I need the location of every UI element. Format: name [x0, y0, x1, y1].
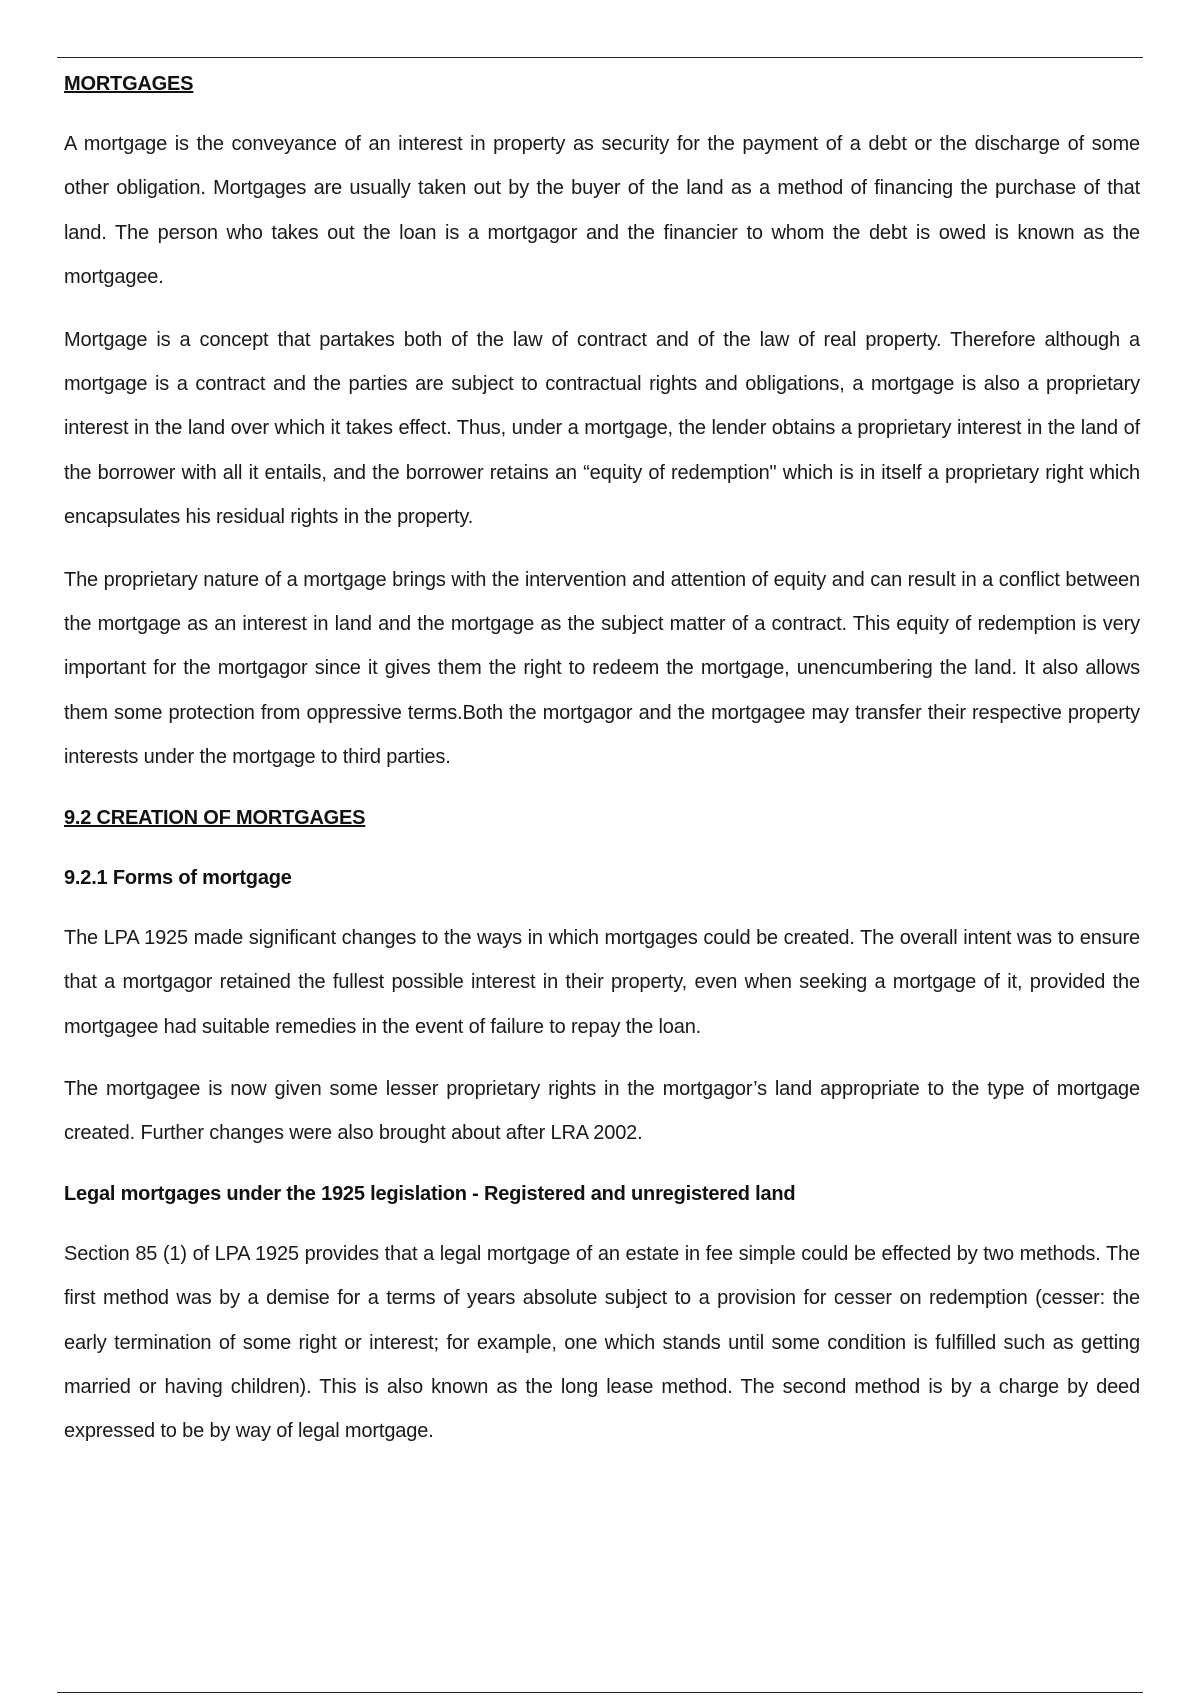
- subsection-heading: 9.2.1 Forms of mortgage: [64, 866, 292, 889]
- page-title: MORTGAGES: [64, 73, 194, 95]
- paragraph-section-85: Section 85 (1) of LPA 1925 provides that a legal mortgage of an estate in fee simple could be effected by two methods. The first method was by a demise for a terms of years absolute subject to a provision for cesser on redemption (cesser: the early termination of some right or interest; for example, one which stands until some condition is fulfilled such as getting married or having children). This is also known as the long lease method. The second method is by a charge by deed expressed to be by way of legal mortgage.: [64, 1242, 1140, 1443]
- paragraph-mortgagee-rights: The mortgagee is now given some lesser proprietary rights in the mortgagor’s land appropriate to the type of mortgage created. Further changes were also brought about after LRA 2002.: [64, 1077, 1140, 1145]
- legal-mortgages-heading: Legal mortgages under the 1925 legislation - Registered and unregistered land: [64, 1182, 796, 1205]
- top-rule: [57, 57, 1143, 58]
- paragraph-definition: A mortgage is the conveyance of an interest in property as security for the payment of a debt or the discharge of some other obligation. Mortgages are usually taken out by the buyer of the land as a method of financing the purchase of that land. The person who takes out the loan is a mortgagor and the financier to whom the debt is owed is known as the mortgagee.: [64, 133, 1140, 289]
- section-heading: 9.2 CREATION OF MORTGAGES: [64, 806, 366, 829]
- paragraph-lpa-changes: The LPA 1925 made significant changes to the ways in which mortgages could be created. The overall intent was to ensure that a mortgagor retained the fullest possible interest in their property, even when seeking a mortgage of it, provided the mortgagee had suitable remedies in the event of failure to repay the loan.: [64, 926, 1140, 1038]
- paragraph-concept: Mortgage is a concept that partakes both of the law of contract and of the law of real property. Therefore although a mortgage is a contract and the parties are subject to contractual rights and obligations, a mortgage is also a proprietary interest in the land over which it takes effect. Thus, under a mortgage, the lender obtains a proprietary interest in the land of the borrower with all it entails, and the borrower retains an “equity of redemption" which is in itself a proprietary right which encapsulates his residual rights in the property.: [64, 328, 1140, 529]
- document-page: [64, 62, 1140, 1454]
- bottom-rule: [57, 1692, 1143, 1693]
- paragraph-proprietary-nature: The proprietary nature of a mortgage brings with the intervention and attention of equity and can result in a conflict between the mortgage as an interest in land and the mortgage as the subject matter of a contract. This equity of redemption is very important for the mortgagor since it gives them the right to redeem the mortgage, unencumbering the land. It also allows them some protection from oppressive terms.Both the mortgagor and the mortgagee may transfer their respective property interests under the mortgage to third parties.: [64, 568, 1140, 769]
